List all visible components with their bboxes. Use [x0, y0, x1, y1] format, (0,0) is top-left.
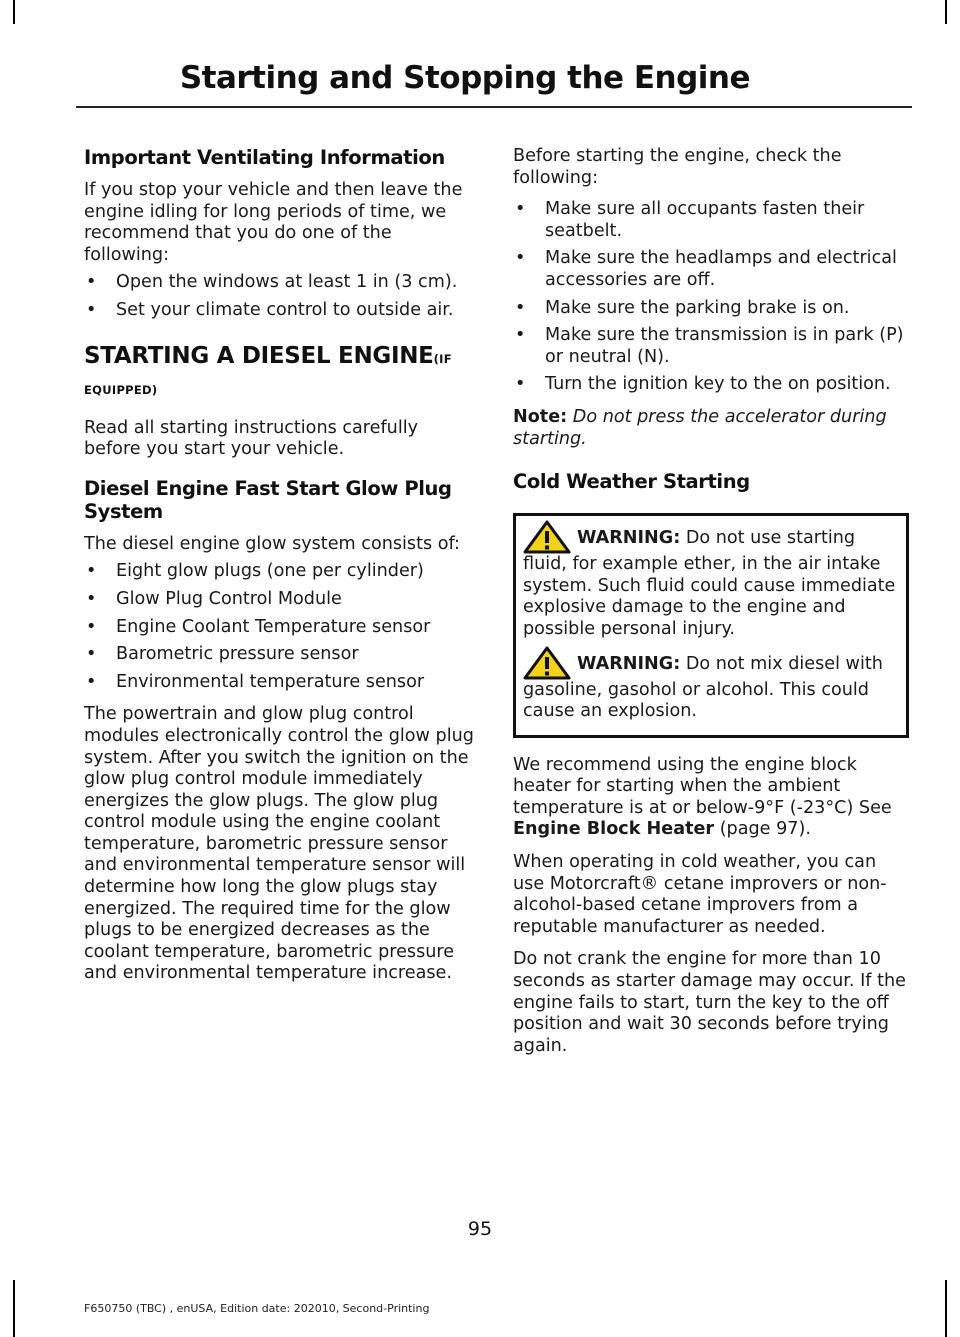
list-item: • Open the windows at least 1 in (3 cm). [86, 272, 458, 293]
cold-weather-heading: Cold Weather Starting [513, 470, 750, 494]
bullet-icon: • [86, 272, 97, 293]
bullet-icon: • [86, 299, 97, 320]
list-item: • Make sure the transmission is in park (P) or neutral (N). [515, 325, 904, 367]
warning-triangle-icon [523, 646, 571, 680]
list-item: • Engine Coolant Temperature sensor [86, 616, 431, 637]
warning-item [523, 528, 898, 640]
warning-label: WARNING: [577, 653, 681, 674]
page-title: Starting and Stopping the Engine [179, 60, 750, 96]
list-item: • Barometric pressure sensor [86, 644, 359, 665]
list-item: • Set your climate control to outside air. [86, 299, 454, 320]
ventilating-paragraph: If you stop your vehicle and then leave the engine idling for long periods of time, we recommend that you do one of the following: [84, 180, 463, 265]
crank-paragraph: Do not crank the engine for more than 10 seconds as starter damage may occur. If the engine fails to start, turn the key to the off position and wait 30 seconds before trying again. [513, 949, 906, 1056]
bullet-icon: • [515, 297, 526, 318]
crop-mark-top-left [13, 0, 15, 24]
list-item: • Turn the ignition key to the on position. [515, 374, 891, 395]
crop-mark-bottom-right [945, 1280, 947, 1337]
crop-mark-top-right [945, 0, 947, 24]
ventilating-list [84, 272, 476, 321]
if-equipped-label: (IF EQUIPPED) [84, 351, 452, 397]
pre-start-checklist [513, 199, 909, 396]
diesel-intro-paragraph: Read all starting instructions carefully before you start your vehicle. [84, 417, 419, 460]
warning-box [513, 513, 909, 738]
engine-block-heater-link[interactable]: Engine Block Heater [513, 819, 715, 840]
bullet-icon: • [515, 325, 526, 346]
bullet-icon: • [515, 199, 526, 220]
warning-item [523, 654, 898, 723]
warning-label: WARNING: [577, 528, 681, 549]
list-item: • Make sure the parking brake is on. [515, 297, 850, 318]
left-column [84, 146, 476, 985]
cetane-paragraph: When operating in cold weather, you can use Motorcraft® cetane improvers or non-alcohol-based cetane improvers from a reputable manufacturer as needed. [513, 852, 887, 937]
warning-text: Do not mix diesel with gasoline, gasohol or alcohol. This could cause an explosion. [523, 653, 883, 722]
note-label: Note: [513, 406, 568, 427]
block-heater-paragraph: We recommend using the engine block heater for starting when the ambient temperature is at or below-9°F (-23°C) See Engine Block Heater (page 97). [513, 754, 892, 840]
list-item: • Glow Plug Control Module [86, 588, 342, 609]
list-item: • Make sure all occupants fasten their seatbelt. [515, 199, 865, 241]
warning-triangle-icon [523, 520, 571, 554]
list-item: • Environmental temperature sensor [86, 671, 425, 692]
glow-plug-heading: Diesel Engine Fast Start Glow Plug System [84, 476, 452, 523]
note-paragraph [513, 407, 909, 450]
edition-footer: F650750 (TBC) , enUSA, Edition date: 202010, Second-Printing [84, 1302, 430, 1315]
title-divider [76, 106, 912, 108]
bullet-icon: • [86, 588, 97, 609]
diesel-engine-heading: STARTING A DIESEL ENGINE(IF EQUIPPED) [84, 342, 452, 397]
crop-mark-bottom-left [13, 1280, 15, 1337]
page-number: 95 [467, 1218, 493, 1240]
note-text: Do not press the accelerator during starting. [513, 406, 887, 449]
ventilating-heading: Important Ventilating Information [84, 146, 445, 169]
bullet-icon: • [86, 616, 97, 637]
bullet-icon: • [515, 248, 526, 269]
glow-intro-paragraph: The diesel engine glow system consists of: [84, 533, 460, 554]
glow-components-list [84, 561, 476, 693]
bullet-icon: • [86, 561, 97, 582]
bullet-icon: • [515, 374, 526, 395]
glow-system-paragraph: The powertrain and glow plug control modules electronically control the glow plug system. After you switch the ignition on the glow plug control module immediately energizes the glow plugs. The glow plug control module using the engine coolant temperature, barometric pressure sensor and environmental temperature sensor will determine how long the glow plugs stay energized. The required time for the glow plugs to be energized decreases as the coolant temperature, barometric pressure and environmental temperature increase. [84, 704, 474, 984]
right-column [513, 146, 909, 1057]
bullet-icon: • [86, 644, 97, 665]
bullet-icon: • [86, 671, 97, 692]
list-item: • Make sure the headlamps and electrical accessories are off. [515, 248, 897, 290]
list-item: • Eight glow plugs (one per cylinder) [86, 561, 424, 582]
warning-text: Do not use starting fluid, for example ether, in the air intake system. Such fluid could cause immediate explosive damage to the engine and possible personal injury. [523, 528, 896, 639]
checklist-intro: Before starting the engine, check the following: [513, 146, 842, 188]
